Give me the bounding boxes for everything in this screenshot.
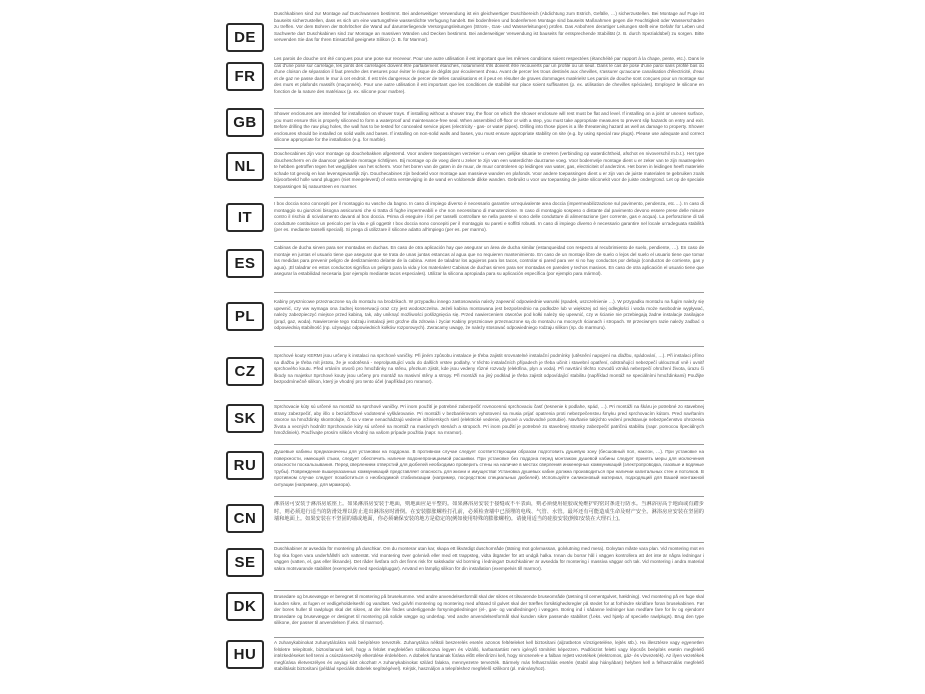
language-badge-cn: CN <box>226 504 264 533</box>
instruction-text-cz: Sprchové kouty KERMI jsou určeny k instalaci na sprchové vaničky. Při jiném způsobu instalace je třeba zajistit srovnatelné instalační podmínky (utěsnění napojení na dlažbu, spádování, …). Při instalaci přímo na dlažbu je třeba mít jistotu, že je vodotěsná - neprolpustující vodu do dalších vrstev podlahy. V těchto instalačních případech je třeba učinit i stavební opatření, odstraňující nebezpečí uklouznutí vně i uvnitř sprchového koutu. Před vrtáním otvorů pro hmoždinky na stěnu, přezkum zjistit, kde jsou vedeny různé rozvody (elektřina, plyn a voda). Při navrtání těchto rozvodů vzniká nebezpečí ohrožení života, úrazu či škody na majetku! Sprchové kouty jsou určeny pro montáž na masivní stěny a stropy. Při montáži na jiný podklad je třeba zajistit odpovídající stabilitu (například montáž se speciálními hmoždinkami) Použijte bezpodmínečně silikon, který je vhodný pro tento účel (například pro mramor). <box>274 353 704 385</box>
language-badge-nl: NL <box>226 152 264 181</box>
divider <box>274 148 704 149</box>
instruction-text-fr: Les parois de douche ont été conçues pour une pose sur receveur. Pour une autre utilisation il est important que les mêmes conditions soient respectées (étanchéité par rapport à la chape, pente, etc.). Dans le cas d'une pose sur carrelage, les joints des carrelages doivent être parfaitement étanches, notamment s'ils doivent être recouverts par un profilé ou un seuil. Dans le cas de pose d'une paroi sans profilé bas ou d'une cloison de séparation il faut prendre des mesures pour éviter le risque de dégâts par écoulement d'eau. Avant de percer les trous destinés aux chevilles, s'assurer qu'aucune canalisation d'électricité, d'eau et de gaz ne passe dans le mur à cet endroit. Il est très dangereux de percer de telles canalisations et il peut en résulter de graves dommages matériels! Les parois de douche sont conçues pour un montage sur des murs et plafonds massifs (maçonnés). Pour une autre utilisation il est important que les conditions de stabilité sur place soient suffisantes (p. ex. utilisation de chevilles spéciales). Employez le silicone en fonction de la nature des matériaux (p. ex. silicone pour marbre). <box>274 56 704 94</box>
divider <box>274 346 704 347</box>
language-badge-sk: SK <box>226 404 264 433</box>
language-badge-gb: GB <box>226 108 264 137</box>
divider <box>274 197 704 198</box>
instruction-text-cn: 淋浴房可安装于淋浴房底座上。如果淋浴房安装于地面，则地面应是平整的。如果淋浴房安装于接缝或不平表面，则必须使用硅胶或免维护的密封条进行防水。当淋浴房高于地面或有踏步时，则必须进行适当的防滑处理以防止进出淋浴房时滑倒。在安装膨胀螺栓打孔前，必须检查墙中已预埋的电线、气管、水管。最坏还有可能造成生命及财产安全。淋浴房应安装在坚固的墙和地面上。如果安装在不坚固的墙或地面，你必须确保安装的地方是稳定的(例如使用特殊的膨胀螺栓)。请使用适当的硅胶安装(例如安装在大理石上)。 <box>274 501 704 522</box>
instruction-text-gb: Shower enclosures are intended for installation on shower trays. If installing without a shower tray, the floor on which the shower enclosure will rest must be flat and level. If installing on a joint or uneven surface, you must ensure this is properly siliconed to form a waterproof and maintenance-free seal. When assembled off-floor or with a step, you must take appropriate measures to prevent slip hazards on entry and exit. Before drilling the raw plug holes, the wall has to be tested for concealed service pipes (electricity - gas- or water pipes). Drilling into those pipes is a life threatening hazard as well as damage to property. Shower enclosures should be installed on solid walls and bases. If installing on non-solid walls and bases, you must ensure appropriate stability on site (e.g. by using special raw plugs). Please use adequate and correct silicone appropriate for the installation (e.g. for marble). <box>274 111 704 143</box>
divider <box>274 496 704 497</box>
language-badge-de: DE <box>226 23 264 52</box>
instruction-text-ru: Душевые кабины предназначены для установки на поддонах. В противном случае следует соответствующим образом подготовить душевую зону (бесшовный пол, наклон, …). При установке на поверхности, имеющей стыки, следует обеспечить наличие водонепроницаемой расшивки. При установке без поддона перед монтажом душевой кабины следует принять меры для исключения опасности поскальзывания. Перед сверлением отверстий для дюбелей необходимо проверить стены на наличие в местах сверления инженерных коммуникаций (электропроводка, газовые и водяные трубы). Повреждение вышеуказанных коммуникаций представляет опасность для жизни и имущества! Установка душевых кабин должна производиться при наличии капитальных стен и потолков. В противном случае следует позаботиться о необходимой стабилизации (например, посредством специальных дюбелей). Используйте силиконовый материал, подходящий для Вашей монтажной ситуации (например, для мрамора). <box>274 449 704 487</box>
divider <box>274 108 704 109</box>
language-badge-pl: PL <box>226 302 264 331</box>
language-badge-se: SE <box>226 548 264 577</box>
divider <box>274 637 704 638</box>
divider <box>274 292 704 293</box>
instruction-text-dk: Brusedøre og brusevægge er beregnet til montering på brusekumme. Ved andre anvendelsesformål skal der sikres et tilsvarende bruseområde (tætning til cementgulvet, hældning). Ved montering på en fuge skal kunden sikre, at fugen er vedligeholdelsesfri og vandtæt. Ved gulvfri montering og montering med afstand til gulvet skal der træffes forsiktighedsregler på stedet for at forhindre skridfare foran brusekabinen. Før der bores huller til rawlplugs skal det sikres, at der ikke findes underliggende forsyningsledninger (el-, gas- og vandledninger) i væggen. Boring ind i sådanne ledninger kan medføre fare for liv og ejendom! Brusedøre og brusevægge er designet til montering på solide vægge og underlag. Ved andre anvendelsesformål skal kunden sikre passende stabilitet (f.eks. ved hjælp af specielle rawlplugs). Brug den type silikone, der passer til anvendelsen (f.eks. til marmor). <box>274 594 704 626</box>
divider <box>274 444 704 445</box>
language-badge-hu: HU <box>226 640 264 669</box>
divider <box>274 542 704 543</box>
divider <box>274 590 704 591</box>
language-badge-it: IT <box>226 203 264 232</box>
instruction-text-sk: Sprchovacie kúty sú určené na montáž na sprchové vaničky. Pri inom použití je potrebné zabezpečiť rovnocennú sprchovaciu časť (tesnenie k podlahe, spád, …). Pri montáži na škáru je potrebné zo stavebnej strany zabezpečiť, aby išlo o bezúdržbové vodotesné vyškárovanie. Pri montáži v bezbariérovom vyhotovení sa musia prijať opatrenia proti nebezpečenstvu šmyku pred sprchovacím kútom. Pred navŕtaním otvorov na hmoždinky skontrolujte, či sa v stene nenachádzajú vedenie inžinierskych sietí (elektrické vedenie, plynové a vodovodné potrubie). Navŕtanie takýchto vedení predstavuje nebezpečenstvo ohrozenia života a vecných hodnôt! Sprchovacie kúty sú určené na montáž na masívnych stenách a stropoch. Pri inom použití je potrebné zo stavebnej stranky zabezpečiť patričnú stabilitu (napr. pomocou špeciálnych hmoždiniek). Používajte prosím silikón vhodný na vašom prípade použitia (napr. na mramor). <box>274 404 704 436</box>
language-badge-fr: FR <box>226 62 264 91</box>
instruction-text-nl: Douchecabines zijn voor montage op douchebakken afgestemd. Voor andere toepassingen verzeker u ervan een gelijke situatie te creëren (verbinding op waterdichtheid, afschot en nivoverschil m.b.t.). Het type douchescherm en de daarvoor geldende montage richtlijnen. Bij montage op de voeg dient u zeker te zijn van een waterdichte duurzame voeg. Voor bodemvrije montage dient u er zeker van te zijn maatregelen te hebben getroffen tegen het wegglijden van het scherm. Voor het boren van de gaten in de muur, de muur controleren op leidingen van water, gas, electriciteit of anderzins. Het boren in leidingen heeft materiele schade tot gevolg en kan levensgevaarlijk zijn. Douchecabines zijn bedoeld voor montage aan massieve wanden en plafonds. Voor andere toepassingen dient u er zijn van de juiste materialen te gebruiken zoals bijvoorbeeld holle wand pluggen (niet meegeleverd) of extra versteviging in de wand en voldoende dikke wanden. Gebruikt u voor uw toepassing de juiste siliconekit voor de juiste ondergrond. Let op de speciale toepassingen bij natuursteen en marmer. <box>274 151 704 189</box>
instruction-text-es: Cabinas de ducha sirven para ser montadas en duchas. En caso de otra aplicación hay que asegurar un área de ducha similar (estanqueidad con respecto al recubrimiento de suelo, pendiente, …). En caso de montaje en juntas el usuario tiene que asegurar que se trata de unas juntas estancas al agua que no requieren mantenimiento. En caso de un montaje libre de suelo o lejos del suelo el usuario tiene que tomar las medidas para prevenir peligro de deslizamiento delante de la cabina. Antes de taladrar los agujeros para los tacos, controlar si pared para ver si no hay conductos por debajo (conductos de corriente, gas y agua). ¡El taladrar en estos conductos significa un peligro para la vida y los materiales! Cabinas de duchas sirven para ser montadas en paredes y techos masivos. En caso de otra aplicación el usuario tiene que asegurar la estabilidad necesaria (por ejemplo mediante tacos especiales). Utilizar la silicona apropiada para su aplicación específica (por ejemplo para mármol). <box>274 245 704 277</box>
language-badge-es: ES <box>226 249 264 278</box>
language-badge-ru: RU <box>226 451 264 480</box>
divider <box>274 241 704 242</box>
instruction-text-pl: Kabiny prysznicowe przeznaczone są do montażu na brodzikach. W przypadku innego zastosowania należy zapewnić odpowiednie warunki (spadek, uszczelnienie …). W przypadku montażu na fugim należy się upewnić, czy ww wymaga ona żadnej konserwacji oraz czy jest wodoszczelna. Jeżeli kabina montowana jest bezpośrednio na podłodze lub w większej od niej odległości i woda może swobodnie wypływać, należy zabezpieczyć miejsce przed kabiną, tak, aby uniknąć możliwości poślizgnięcia się. Przed nawierceniem otworów pod kołki należy się upewnić, czy w ścianie nie przebiegają żadne instalacje zasilające (prąd, gaz, woda). Nawiercenie tego rodzaju instalacji jest groźne dla zdrowia i życia! Kabiny prysznicowe przeznaczone są do montażu na mocnych ścianach i stropach. W przeciwnym razie należy zadbać o odpowiednią stabilność (np. używając odpowiednich kołków rozporowych). Zwracamy uwagę, że należy stosować odpowiedniego rodzaju silikon (np. do marmuru). <box>274 299 704 331</box>
language-badge-dk: DK <box>226 592 264 621</box>
divider <box>274 400 704 401</box>
language-badge-cz: CZ <box>226 357 264 386</box>
instruction-text-de: Duschkabinen sind zur Montage auf Duschwannen bestimmt. Bei anderweitiger Verwendung ist ein gleichwertiger Duschbereich (Abdichtung zum Estrich, Gefälle, …) sicherzustellen. Bei Montage auf Fuge ist bauseits sicherzustellen, dass es sich um eine wartungsfreie wasserdichte Verfugung handelt. Bei bodenfreien und bodenfernen Montage sind bauseits Maßnahmen gegen die Feuchtigkeit oder Wasserschäden zu treffen. Vor dem Bohren der Bohrlöcher die Wand auf darunterliegende Versorgungsleitungen (Strom-, Gas- und Wasserleitungen) prüfen. Das Anbohren derartiger Leitungen stellt eine Gefahr für Leben und Sachwerte dar! Duschkabinen sind zur Montage an massiven Wänden und Decken bestimmt. Bei anderweitiger Verwendung ist bauseits für entsprechende Stabilität (z. B. durch Spezialdübel) zu sorgen. Bitte verwenden Sie das für Ihren Einsatzfall geeignete Silikon (z. B. für Marmor). <box>274 11 704 43</box>
instruction-text-se: Duschkabiner är avsedda för montering på duschkar. Om du monterar utan kar, skapa ett likvärdigt duschområde (tätning mot golvmassan, golvlutning med mera). Golvytan måste vara plan. Vid montering mot en fog ska fogen vara underhållsfri och vattentät. Vid montering över golvnivå eller med ett trappsteg, vidta åtgärder för att undgå halka. Innan du borrar hål i väggen kontrollera att det inte är några ledningar i väggen (vatten, el, gas eller liknande). Det råder livsfara och det finns risk för sakskador vid borrning i ledningar! Duschkabiner är avsedda för montering i massiva väggar och tak. Vid montering i andra material säkra motsvarande stabilitet (exempelvis med specialpluggar). Använd en lämplig silikon för din installation (exempelvis till marmor). <box>274 546 704 571</box>
instruction-text-hu: A zuhanykabinokat zuhanytálcákra való beépítésre tervezték. Zuhanytálca nélküli beszerelés esetén azonos feltételeket kell biztosítani (aljzatbeton vízszigetelése, lejtés stb.). Ha illesztésre vagy egyenetlen felületre telepítünk, biztosítanunk kell, hogy a felület megfelelően szilikonozva legyen és vízálló, karbantartást nem igénylő tömítést képezzen. Padlószint feletti vagy lépcsős beépítés esetén megfelelő intézkedéseket kell tenni a csúszásveszély elkerülése érdekében. A dübelek furatainak fúrása előtt ellenőrizni kell, hogy nincsenek-e a falban rejtett vezetékek (elektromos, gáz- és vízvezeték). Az ilyen vezetékek megfúrása életveszélyes és anyagi kárt okozhat! A zuhanykabinokat szilárd falakra, mennyezetre tervezték. Bármely más felhasználás esetén (stabil alap hiányában) helyben kell a felhasználás megfelelő stabilitását biztosítani (például speciális dübelek segítségével). Kérjük, használjon a telepítéshez megfelelő szilikont (pl. márványhoz). <box>274 640 704 672</box>
instruction-text-it: I box doccia sono concepiti per il montaggio su vasche da bagno. In caso di impiego diverso è necessario garantire un'equivalente area doccia (impermeabilizzazione sul pavimento, pendenza, etc.…). In caso di montaggio su giunzioni bisogna assicurarsi che si tratta di fughe impermeabili e che non necessitano di manutenzione. In caso di montaggio sospeso o distante dal pavimento devono essere prese delle misure contro il rischio di scivolamento davanti al box doccia. Prima di eseguire i fori per tasselli controllare se nella parete vi sono delle condutture di alimentazione (per corrente, gas e acqua). La perforazione di tali condutture costituisce un pericolo per la vita e gli oggetti! I box doccia sono concepiti per il montaggio su pareti e soffitti robusti. In caso di impiego diverso è necessario garantire nel locale un'adeguata stabilità (per es. mediante tasselli speciali). Si prega di utilizzare il silicone adatto all'impiego (per es. per marmo). <box>274 201 704 233</box>
